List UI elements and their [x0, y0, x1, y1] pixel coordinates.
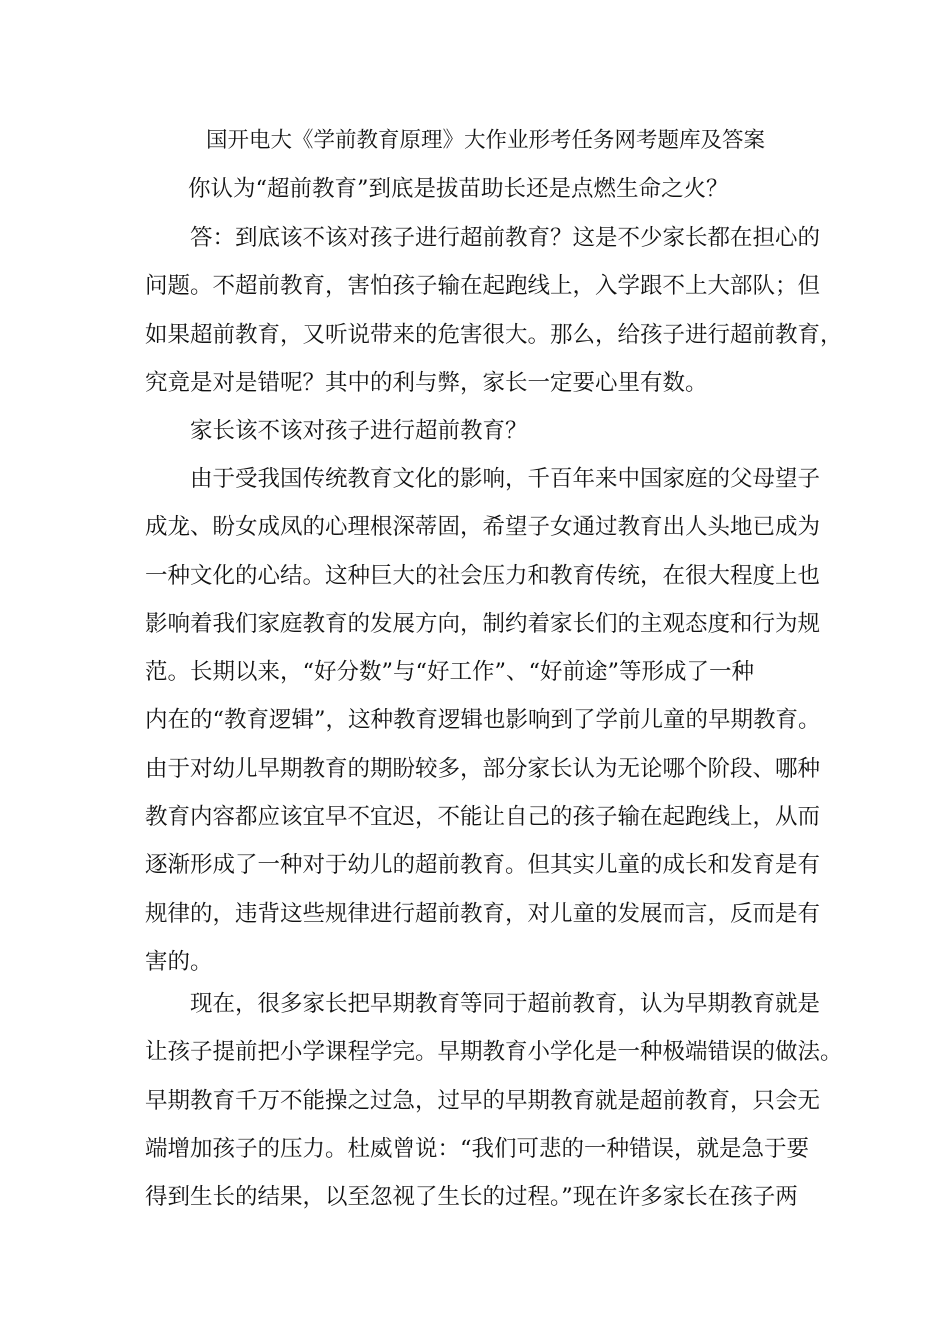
paragraph-line: 影响着我们家庭教育的发展方向，制约着家长们的主观态度和行为规	[145, 610, 821, 637]
paragraph-line: 问题。不超前教育，害怕孩子输在起跑线上，入学跟不上大部队；但	[145, 273, 821, 300]
paragraph-line: 答：到底该不该对孩子进行超前教育？这是不少家长都在担心的	[190, 225, 821, 251]
subheading	[145, 407, 815, 455]
paragraph-line: 端增加孩子的压力。杜威曾说：“我们可悲的一种错误，就是急于要	[145, 1135, 810, 1162]
paragraph-line: 得到生长的结果，以至忽视了生长的过程。”现在许多家长在孩子两	[145, 1184, 798, 1211]
question-heading: 你认为“超前教育”到底是拔苗助长还是点燃生命之火？	[188, 176, 729, 202]
paragraph-line: 规律的，违背这些规律进行超前教育，对儿童的发展而言，反而是有	[145, 900, 821, 927]
paragraph-line: 害的。	[145, 948, 213, 975]
body-paragraph-2	[145, 980, 843, 1221]
paragraph-line: 如果超前教育，又听说带来的危害很大。那么，给孩子进行超前教育，	[145, 321, 843, 348]
paragraph-line: 一种文化的心结。这种巨大的社会压力和教育传统，在很大程度上也	[145, 562, 821, 589]
paragraph-line: 教育内容都应该宜早不宜迟，不能让自己的孩子输在起跑线上，从而	[145, 804, 821, 831]
paragraph-line: 范。长期以来，“好分数”与“好工作”、“好前途”等形成了一种	[145, 659, 755, 686]
document-title: 国开电大《学前教育原理》大作业形考任务网考题库及答案	[206, 128, 766, 153]
paragraph-line: 由于受我国传统教育文化的影响，千百年来中国家庭的父母望子	[190, 466, 821, 492]
paragraph-line: 成龙、盼女成凤的心理根深蒂固，希望子女通过教育出人头地已成为	[145, 514, 821, 541]
paragraph-line: 内在的“教育逻辑”，这种教育逻辑也影响到了学前儿童的早期教育。	[145, 707, 821, 734]
answer-paragraph	[145, 214, 843, 407]
paragraph-line: 现在，很多家长把早期教育等同于超前教育，认为早期教育就是	[190, 991, 821, 1017]
paragraph-line: 究竟是对是错呢？其中的利与弊，家长一定要心里有数。	[145, 369, 708, 396]
subheading-text: 家长该不该对孩子进行超前教育？	[190, 418, 528, 444]
paragraph-line: 让孩子提前把小学课程学完。早期教育小学化是一种极端错误的做法。	[145, 1039, 843, 1066]
paragraph-line: 由于对幼儿早期教育的期盼较多，部分家长认为无论哪个阶段、哪种	[145, 755, 821, 782]
body-paragraph-1	[145, 455, 821, 986]
paragraph-line: 早期教育千万不能操之过急，过早的早期教育就是超前教育，只会无	[145, 1087, 821, 1114]
paragraph-line: 逐渐形成了一种对于幼儿的超前教育。但其实儿童的成长和发育是有	[145, 852, 821, 879]
